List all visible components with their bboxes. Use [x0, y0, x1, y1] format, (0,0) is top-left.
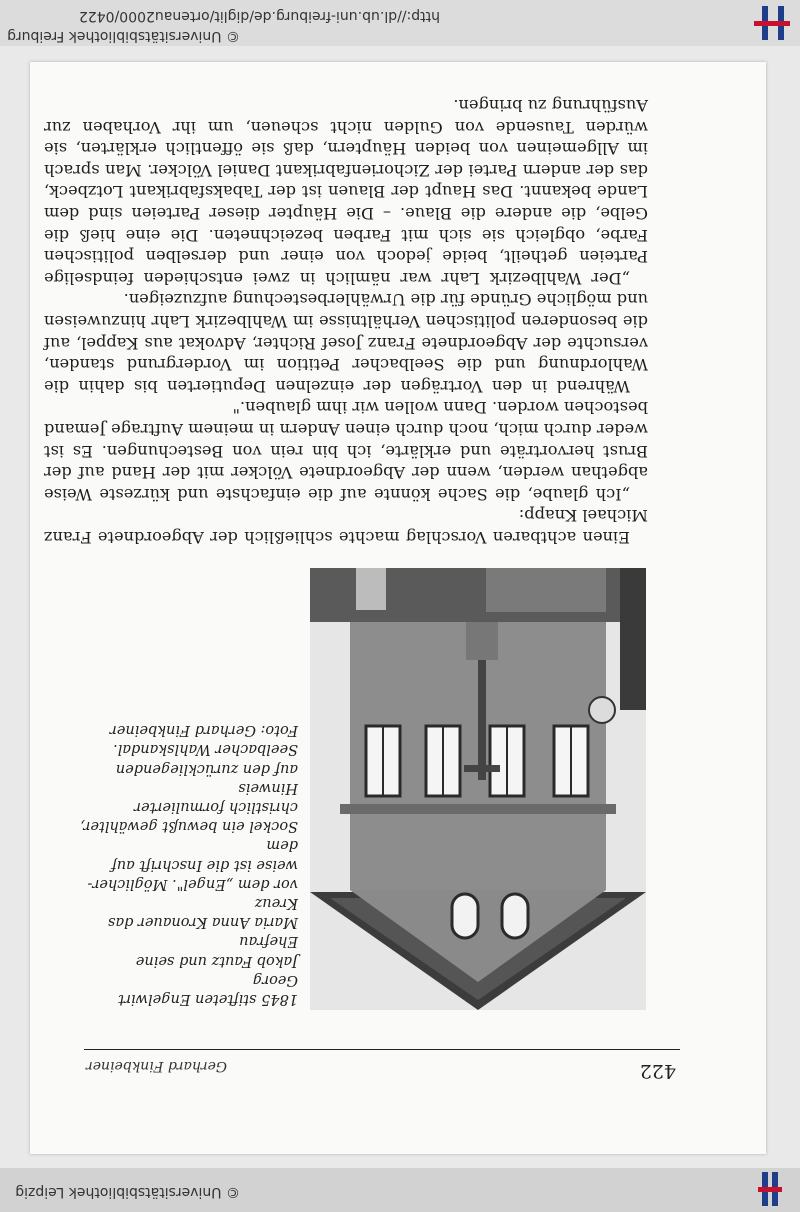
- caption-line: weise ist die Inschrift auf dem: [111, 837, 298, 873]
- caption-line: 1845 stifteten Engelwirt Georg: [118, 971, 298, 1007]
- photo-house-engel: [310, 568, 646, 1010]
- library-logo: [758, 1172, 782, 1206]
- photo-caption: [78, 720, 298, 1008]
- caption-line: Sockel ein bewußt gewählter,: [80, 818, 298, 835]
- caption-line: Seelbacher Wahlskandal.: [113, 741, 298, 758]
- caption-line: vor dem „Engel". Möglicher-: [87, 875, 298, 892]
- caption-line: Foto: Gerhard Finkbeiner: [109, 722, 298, 739]
- page-number: 422: [639, 1060, 676, 1082]
- caption-line: Jakob Fautz und seine Ehefrau: [135, 933, 298, 969]
- viewer-top-bar: [0, 1168, 800, 1212]
- caption-line: christlich formulierter Hinweis: [134, 779, 298, 815]
- paragraph: „Ich glaube, die Sache könnte auf die einfachste und kürzeste Weise abgethan werden, wenn der Abgeordnete Völcker mit der Hand auf der Brust hervorträte und erklärte, ich bin rein von Bestechungen. Es ist weder durch mich, noch durch einen Andern in meinem Auftrage Jemand bestochen worden. Dann wollen wir ihm glauben.": [44, 398, 648, 504]
- viewer-bottom-bar: [0, 0, 800, 46]
- page-url[interactable]: http://dl.ub.uni-freiburg.de/diglit/ortenau2000/0422: [78, 8, 440, 24]
- running-author: Gerhard Finkbeiner: [86, 1058, 228, 1074]
- book-page: [30, 62, 766, 1154]
- copyright-text: © Universitätsbibliothek Leipzig: [15, 1184, 240, 1200]
- paragraph: „Der Wahlbezirk Lahr war nämlich in zwei entschieden feindselige Parteien getheilt, beide jedoch von einer und derselben politischen Farbe, obgleich sie sich mit Farben bezeichneten. Die eine hieß die Gelbe, die andere die Blaue. – Die Häupter dieser Parteien sind dem Lande bekannt. Das Haupt der Blauen ist der Tabaksfabrikant Lotzbeck, das der andern Partei der Zichorienfabrikant Daniel Völcker. Man sprach im Allgemeinen von beiden Häuptern, daß sie öffentlich erklärten, sie würden Tausende von Gulden nicht scheuen, um ihr Vorhaben zur Ausführung zu bringen.: [44, 96, 648, 288]
- caption-line: Maria Anna Kronauer das Kreuz: [107, 894, 298, 931]
- paragraph: Einen achtbaren Vorschlag machte schließlich der Abgeordnete Franz Michael Knapp:: [44, 506, 648, 547]
- body-text: [44, 95, 648, 548]
- paragraph: Während in den Vorträgen der einzelnen Deputierten bis dahin die Wahlordnung und die Seelbacher Petition im Vordergrund standen, versuchte der Abgeordnete Franz Josef Richter, Advokat aus Kappel, auf die besonderen politischen Verhältnisse im Wahlbezirk Lahr hinzuweisen und mögliche Gründe für die Urwählerbestechung aufzuzeigen.: [44, 290, 648, 396]
- library-logo: [754, 6, 790, 40]
- running-head: [84, 1049, 680, 1080]
- caption-line: auf den zurückliegenden: [115, 760, 298, 777]
- copyright-text: © Universitätsbibliothek Freiburg: [7, 28, 240, 44]
